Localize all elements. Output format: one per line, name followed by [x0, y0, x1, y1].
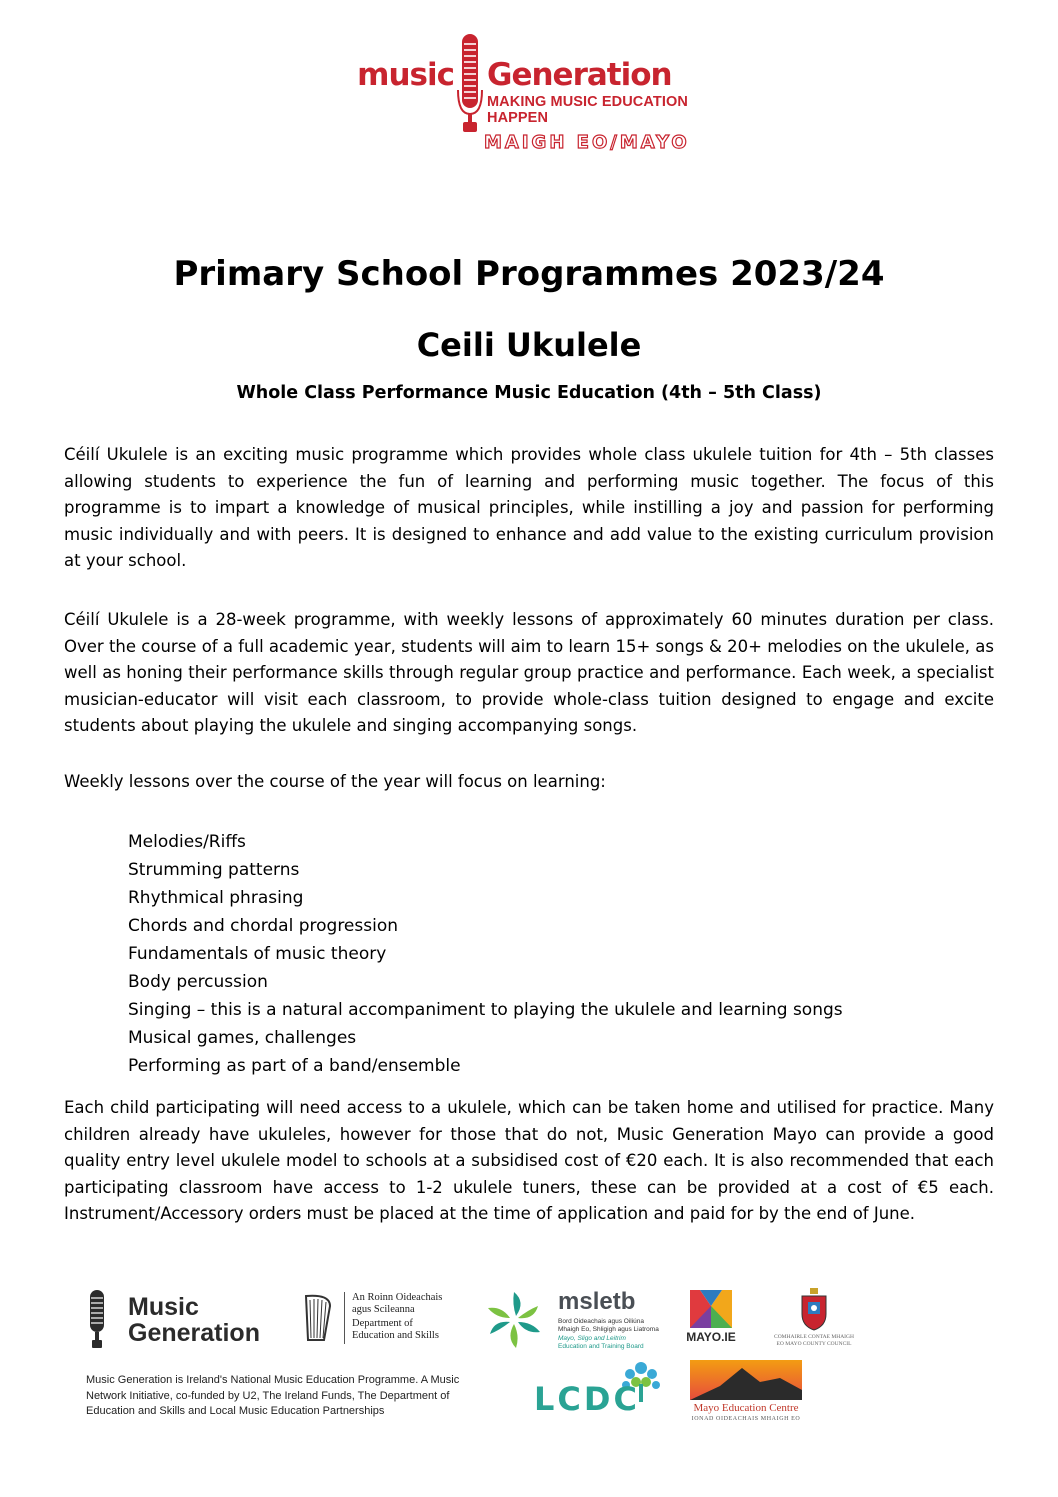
mayo-ie-label: MAYO.IE: [686, 1330, 736, 1344]
lcdc-label: LCDC: [534, 1380, 640, 1418]
list-item: Strumming patterns: [128, 860, 300, 880]
mg-logo-line: Generation: [128, 1319, 260, 1347]
lcdc-logo: [534, 1358, 664, 1420]
logo-word-music: music: [357, 57, 454, 93]
list-item: Chords and chordal progression: [128, 916, 399, 936]
logo-word-generation: Generation: [487, 57, 672, 93]
microphone-icon: [86, 1290, 108, 1348]
list-item: Body percussion: [128, 972, 268, 992]
programme-details-paragraph: Céilí Ukulele is a 28-week programme, with weekly lessons of approximately 60 minutes duration per class. Over the course of a full academic year, students will aim to learn 15+ songs & 20+ melodies on the ukulele, as well as honing their performance skills through regular group practice and performance. Each week, a specialist musician-educator will visit each classroom, to provide whole-class tuition designed to engage and excite students about playing the ukulele and singing accompanying songs.: [64, 610, 994, 736]
mayo-county-council-crest: [772, 1288, 856, 1352]
focus-list: [128, 828, 843, 1080]
crest-icon: [798, 1288, 830, 1332]
harp-icon: [300, 1292, 334, 1344]
microphone-icon: [456, 34, 484, 132]
department-of-education-logo: [300, 1290, 470, 1348]
swirl-icon: [482, 1288, 546, 1352]
footer-note: Music Generation is Ireland's National Music Education Programme. A Music Network Initiative, co-funded by U2, The Ireland Funds, The Department of Education and Skills and Local Music Education Partnerships: [86, 1374, 460, 1417]
county-council-label: COMHAIRLE CONTAE MHAIGH EO MAYO COUNTY COUNCIL: [774, 1334, 854, 1347]
logo-tagline: MAKING MUSIC EDUCATION HAPPEN: [487, 94, 688, 126]
msletb-sub-line: Mayo, Sligo and Leitrim: [558, 1335, 626, 1342]
dept-line: Education and Skills: [352, 1330, 439, 1341]
msletb-logo: [482, 1288, 672, 1354]
mec-label: Mayo Education Centre: [693, 1402, 799, 1414]
dept-line: agus Scileanna: [352, 1304, 415, 1315]
divider: [344, 1292, 345, 1344]
dept-line: An Roinn Oideachais: [352, 1292, 443, 1303]
msletb-name: msletb: [558, 1288, 636, 1315]
music-generation-footer-logo: [86, 1290, 286, 1348]
mg-logo-line: Music: [128, 1293, 199, 1321]
msletb-sub-line: Education and Training Board: [558, 1343, 644, 1350]
list-item: Musical games, challenges: [128, 1028, 357, 1048]
list-item: Melodies/Riffs: [128, 832, 246, 852]
msletb-sub-line: Mhaigh Eo, Shligigh agus Liatroma: [558, 1326, 659, 1333]
list-item: Singing – this is a natural accompaniment to playing the ukulele and learning songs: [128, 1000, 843, 1020]
mayo-education-centre-logo: [690, 1360, 802, 1424]
list-item: Rhythmical phrasing: [128, 888, 304, 908]
focus-intro-paragraph: Weekly lessons over the course of the year will focus on learning:: [64, 772, 606, 791]
programme-tagline: Whole Class Performance Music Education (4th – 5th Class): [236, 383, 822, 403]
logo-region: MAIGH EO/MAYO: [484, 132, 690, 153]
page-subtitle: Ceili Ukulele: [416, 326, 642, 364]
intro-paragraph: Céilí Ukulele is an exciting music programme which provides whole class ukulele tuition for 4th – 5th classes allowing students to experience the fun of learning and performing music together. The focus of this programme is to impart a knowledge of musical principles, while instilling a joy and passion for performing music individually and with peers. It is designed to enhance and add value to the existing curriculum provision at your school.: [64, 445, 994, 571]
mayo-ie-logo: [686, 1290, 736, 1350]
mayo-m-icon: [690, 1290, 732, 1328]
page-title: Primary School Programmes 2023/24: [173, 254, 885, 294]
ukulele-access-paragraph: Each child participating will need access to a ukulele, which can be taken home and utilised for practice. Many children already have ukuleles, however for those that do not, Music Generation Mayo can provide a good quality entry level ukulele model to schools at a subsidised cost of €20 each. It is also recommended that each participating classroom have access to 1-2 ukulele tuners, these can be provided at a cost of €5 each. Instrument/Accessory orders must be placed at the time of application and paid for by the end of June.: [64, 1098, 994, 1224]
msletb-sub-line: Bord Oideachais agus Oiliúna: [558, 1318, 644, 1325]
list-item: Performing as part of a band/ensemble: [128, 1056, 461, 1076]
music-generation-mayo-logo: [344, 34, 716, 156]
mountain-sunset-icon: [690, 1360, 802, 1400]
dept-line: Department of: [352, 1318, 413, 1329]
list-item: Fundamentals of music theory: [128, 944, 387, 964]
mec-irish-label: IONAD OIDEACHAIS MHAIGH EO: [691, 1416, 801, 1422]
